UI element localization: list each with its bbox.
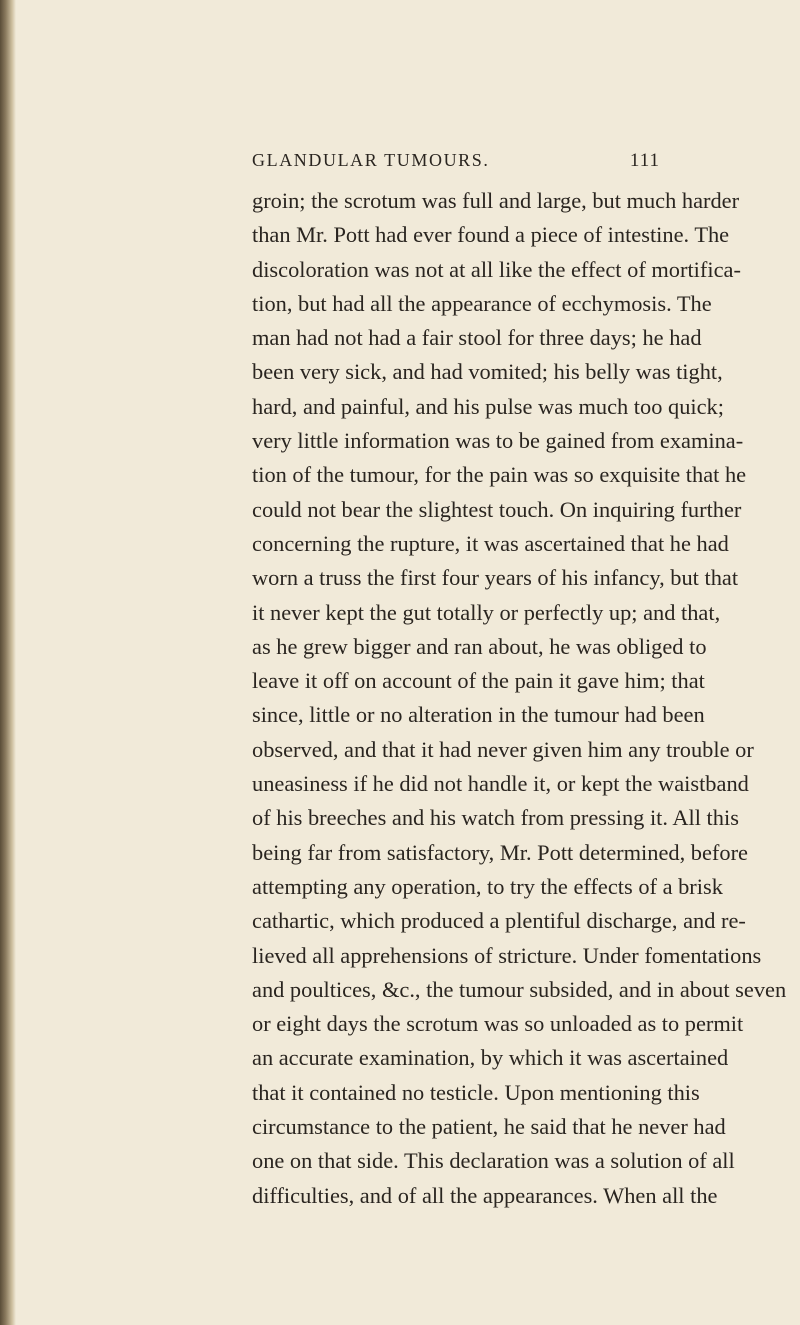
text-line: worn a truss the first four years of his infancy, but that [252,565,739,591]
running-head: GLANDULAR TUMOURS. [252,150,490,170]
text-line: been very sick, and had vomited; his belly was tight, [252,359,723,385]
text-line: very little information was to be gained from examina- [252,428,744,454]
text-line: tion, but had all the appearance of ecchymosis. The [252,290,712,316]
text-line: and poultices, &c., the tumour subsided, and in about seven [252,976,787,1002]
text-line: as he grew bigger and ran about, he was obliged to [252,633,707,659]
page-header [252,142,660,172]
text-line: lieved all apprehensions of stricture. Under fomentations [252,942,762,968]
text-line: since, little or no alteration in the tumour had been [252,702,705,728]
text-line: an accurate examination, by which it was ascertained [252,1045,729,1071]
text-line: groin; the scrotum was full and large, but much harder [252,188,740,213]
text-line: observed, and that it had never given him any trouble or [252,736,754,762]
text-line: difficulties, and of all the appearances. When all the [252,1182,718,1208]
text-line: or eight days the scrotum was so unloaded as to permit [252,1011,744,1037]
text-line: could not bear the slightest touch. On inquiring further [252,496,742,522]
text-line: than Mr. Pott had ever found a piece of intestine. The [252,222,730,248]
text-line: attempting any operation, to try the effects of a brisk [252,873,723,899]
text-line: it never kept the gut totally or perfectly up; and that, [252,599,721,625]
text-line: concerning the rupture, it was ascertained that he had [252,530,729,556]
text-line: circumstance to the patient, he said that he never had [252,1114,726,1140]
body-text [252,184,787,1213]
text-line: discoloration was not at all like the effect of mortifica- [252,256,741,282]
text-line: one on that side. This declaration was a solution of all [252,1148,735,1174]
text-line: that it contained no testicle. Upon mentioning this [252,1079,700,1105]
text-line: of his breeches and his watch from pressing it. All this [252,805,739,831]
page-number: 111 [629,150,660,171]
text-line: tion of the tumour, for the pain was so exquisite that he [252,462,747,488]
book-gutter-shadow [0,0,16,1325]
text-line: uneasiness if he did not handle it, or kept the waistband [252,771,749,797]
text-line: leave it off on account of the pain it gave him; that [252,668,705,694]
text-line: being far from satisfactory, Mr. Pott determined, before [252,839,748,865]
text-line: cathartic, which produced a plentiful discharge, and re- [252,908,746,934]
text-line: man had not had a fair stool for three days; he had [252,325,702,351]
text-line: hard, and painful, and his pulse was much too quick; [252,393,724,419]
